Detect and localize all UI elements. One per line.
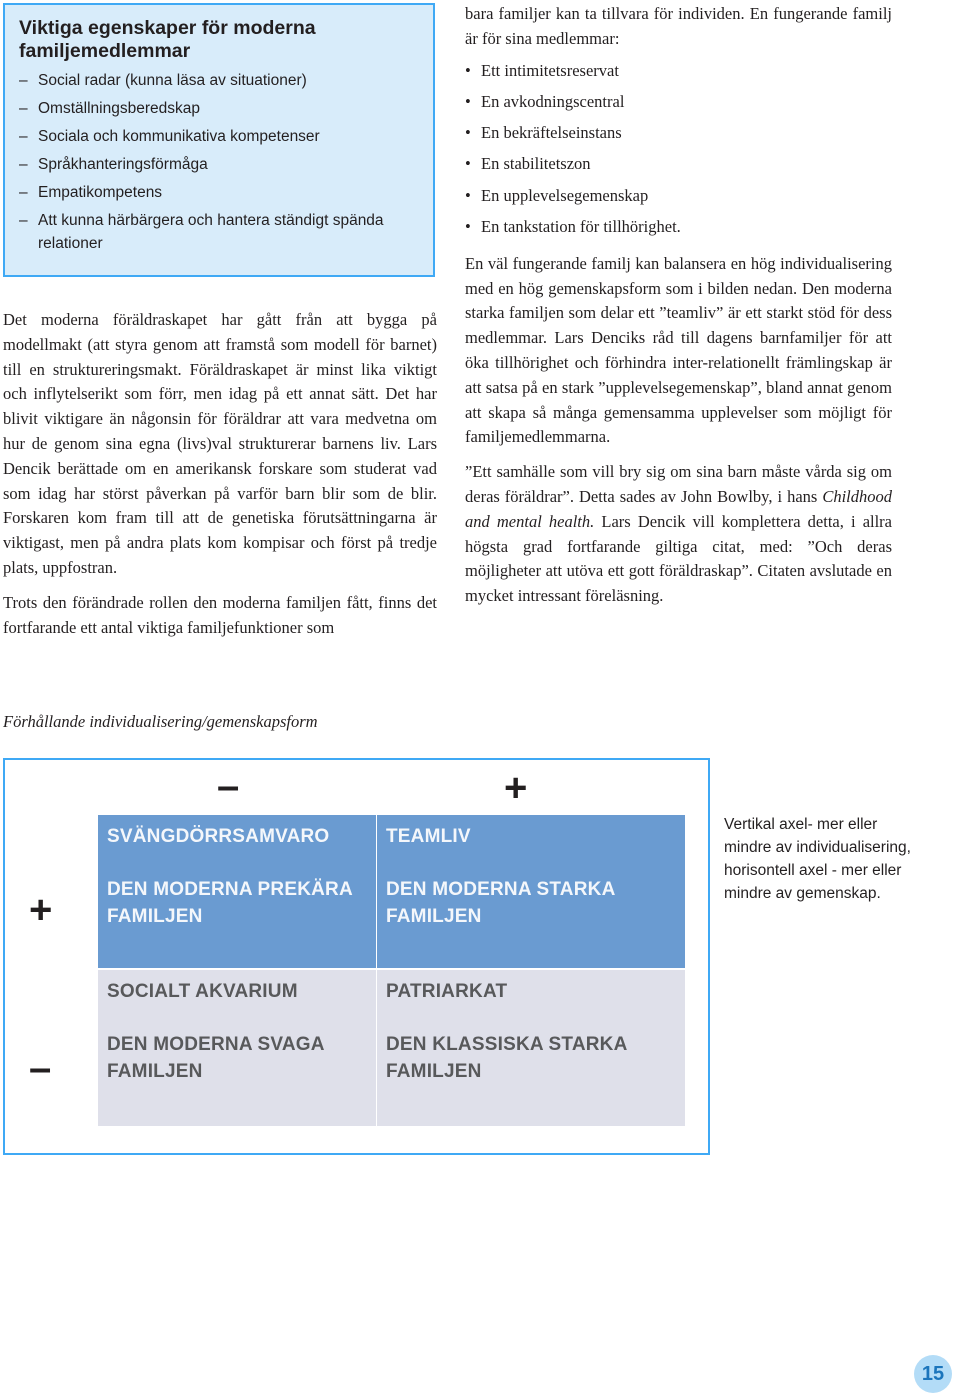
list-item: – Omställningsberedskap	[19, 97, 419, 120]
family-functions-list	[465, 59, 892, 240]
book-title: Childhood and mental health.	[465, 487, 892, 531]
quadrant-label: TEAMLIV	[386, 826, 471, 847]
left-column	[3, 308, 437, 640]
body-paragraph: Trots den förändrade rollen den moderna familjen fått, finns det fortfarande ett antal viktiga familjefunktioner som	[3, 592, 437, 637]
quadrant-label: SOCIALT AKVARIUM	[107, 981, 298, 1002]
list-item: • En stabilitetszon	[465, 152, 892, 177]
list-item: • En tankstation för tillhörighet.	[465, 215, 892, 240]
axis-sign-top-left: –	[217, 764, 240, 808]
list-item: – Språkhanteringsförmåga	[19, 153, 419, 176]
quadrant-top-left	[98, 815, 376, 968]
info-box	[3, 3, 435, 277]
quadrant-title: DEN KLASSISKA STARKA FAMILJEN	[386, 1034, 627, 1082]
axis-sign-top-right: +	[504, 766, 528, 810]
list-item: • Ett intimitetsreservat	[465, 59, 892, 84]
list-item: • En upplevelsegemenskap	[465, 184, 892, 209]
quadrant-figure	[3, 758, 710, 1155]
quote-text: ”Ett samhälle som vill bry sig om sina barn måste vårda sig om deras föräldrar”. Detta sades av John Bowlby, i hans	[465, 462, 892, 507]
list-item: – Att kunna härbärgera och hantera ständigt spända relationer	[19, 209, 419, 255]
figure-side-note: Vertikal axel- mer eller mindre av individualisering, horisontell axel - mer eller mindre av gemenskap.	[724, 816, 911, 902]
quadrant-title: DEN MODERNA STARKA FAMILJEN	[386, 879, 615, 927]
info-box-title: Viktiga egenskaper för moderna familjemedlemmar	[19, 17, 316, 62]
quadrant-top-right	[377, 815, 685, 968]
body-paragraph: En väl fungerande familj kan balansera en hög individualisering med en hög gemenskapsform som i bilden nedan. Den moderna starka familjen som delar ett ”teamliv” är ett starkt stöd för dess medlemmar. Lars Denciks råd till dagens barnfamiljer för att öka tillhörighet och förhindra inter-relationellt främlingskap är att satsa på en stark ”upplevelsegemenskap”, bland annat genom att skapa så många gemensamma upplevelser som möjligt för familjemedlemmarna.	[465, 253, 892, 447]
axis-sign-left-top: +	[29, 888, 53, 932]
body-paragraph	[465, 460, 892, 609]
body-paragraph: bara familjer kan ta tillvara för individen. En fungerande familj är för sina medlemmar:	[465, 4, 892, 48]
quadrant-title: DEN MODERNA SVAGA FAMILJEN	[107, 1034, 324, 1082]
axis-sign-left-bottom: –	[29, 1046, 52, 1090]
page-number: 15	[914, 1355, 952, 1393]
info-box-list	[19, 69, 419, 255]
figure-caption: Förhållande individualisering/gemenskapsform	[3, 712, 318, 731]
right-column	[465, 2, 892, 609]
list-item: – Sociala och kommunikativa kompetenser	[19, 125, 419, 148]
list-item: • En avkodningscentral	[465, 90, 892, 115]
list-item: – Empatikompetens	[19, 181, 419, 204]
quadrant-label: PATRIARKAT	[386, 981, 508, 1002]
quadrant-bottom-right	[377, 970, 685, 1126]
list-item: – Social radar (kunna läsa av situationer)	[19, 69, 419, 92]
list-item: • En bekräftelseinstans	[465, 121, 892, 146]
quadrant-title: DEN MODERNA PREKÄRA FAMILJEN	[107, 879, 353, 927]
quote-continuation: Lars Dencik vill komplettera detta, i allra högsta grad fortfarande giltiga citat, med: ”Och deras möjligheter att utöva ett gott föräldraskap”. Citaten avslutade en mycket intressant föreläsning.	[465, 511, 892, 606]
quadrant-bottom-left	[98, 970, 376, 1126]
quadrant-label: SVÄNGDÖRRSAMVARO	[107, 826, 330, 847]
body-paragraph: Det moderna föräldraskapet har gått från att bygga på modellmakt (att styra genom att framstå som modell för barnet) till en struktureringsmakt. Föräldraskapet är minst lika viktigt och inflytelserikt som förr, men idag på ett annat sätt. Det har blivit viktigare än någonsin för föräldrar att vara medvetna om hur de genom sina egna (livs)val strukturerar barnens liv. Lars Dencik berättade om en amerikansk forskare som studerat vad som idag har störst påverkan på varför barn blir som de blir. Forskaren kom fram till att de genetiska förutsättningarna är viktigast, men på andra plats kom kompisar och först på tredje plats, uppfostran.	[3, 310, 437, 577]
